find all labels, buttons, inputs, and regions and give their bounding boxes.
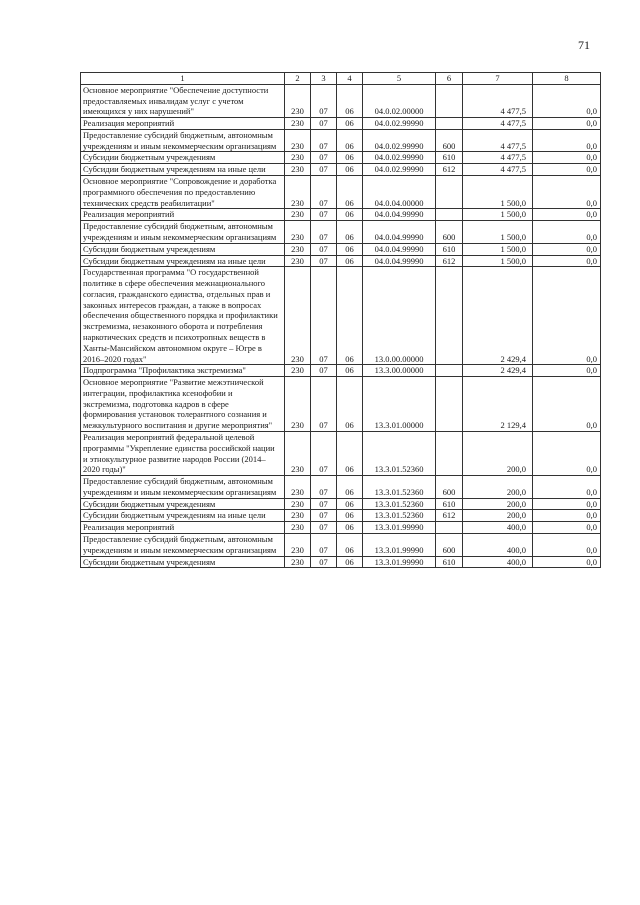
amount-change-cell: 0,0 — [533, 209, 601, 221]
amount-cell: 4 477,5 — [463, 118, 533, 130]
section-code-cell: 07 — [311, 164, 337, 176]
row-name-cell: Основное мероприятие "Развитие межэтнической интеграции, профилактика ксенофобии и экстремизма, подготовка кадров в сфере формирования установок толерантного сознания и межкультурного воспитания и другие мероприятия" — [81, 377, 285, 432]
admin-code-cell: 230 — [285, 255, 311, 267]
target-article-cell: 04.0.02.99990 — [363, 152, 436, 164]
row-name-cell: Основное мероприятие "Сопровождение и доработка программного обеспечения по предоставлению технических средств реабилитации" — [81, 176, 285, 209]
row-name-cell: Субсидии бюджетным учреждениям на иные цели — [81, 510, 285, 522]
header-cell: 4 — [337, 73, 363, 85]
expense-type-cell — [436, 118, 463, 130]
table-row — [81, 476, 601, 499]
section-code-cell: 07 — [311, 522, 337, 534]
amount-change-cell: 0,0 — [533, 255, 601, 267]
subsection-code-cell: 06 — [337, 377, 363, 432]
subsection-code-cell: 06 — [337, 534, 363, 557]
table-row — [81, 164, 601, 176]
admin-code-cell: 230 — [285, 498, 311, 510]
header-cell: 5 — [363, 73, 436, 85]
subsection-code-cell: 06 — [337, 129, 363, 152]
section-code-cell: 07 — [311, 267, 337, 365]
table-row — [81, 255, 601, 267]
target-article-cell: 04.0.02.99990 — [363, 164, 436, 176]
amount-change-cell: 0,0 — [533, 129, 601, 152]
expense-type-cell — [436, 365, 463, 377]
table-row — [81, 118, 601, 130]
section-code-cell: 07 — [311, 498, 337, 510]
amount-cell: 1 500,0 — [463, 243, 533, 255]
amount-change-cell: 0,0 — [533, 432, 601, 476]
admin-code-cell: 230 — [285, 522, 311, 534]
row-name-cell: Субсидии бюджетным учреждениям на иные цели — [81, 255, 285, 267]
row-name-cell: Субсидии бюджетным учреждениям — [81, 243, 285, 255]
header-cell: 7 — [463, 73, 533, 85]
row-name-cell: Реализация мероприятий — [81, 118, 285, 130]
table-row — [81, 209, 601, 221]
subsection-code-cell: 06 — [337, 118, 363, 130]
amount-cell: 200,0 — [463, 498, 533, 510]
admin-code-cell: 230 — [285, 365, 311, 377]
row-name-cell: Предоставление субсидий бюджетным, автономным учреждениям и иным некоммерческим организациям — [81, 129, 285, 152]
admin-code-cell: 230 — [285, 556, 311, 568]
header-cell: 8 — [533, 73, 601, 85]
target-article-cell: 04.0.04.99990 — [363, 243, 436, 255]
header-cell: 3 — [311, 73, 337, 85]
amount-cell: 400,0 — [463, 522, 533, 534]
admin-code-cell: 230 — [285, 510, 311, 522]
target-article-cell: 13.3.01.52360 — [363, 498, 436, 510]
amount-cell: 4 477,5 — [463, 129, 533, 152]
section-code-cell: 07 — [311, 476, 337, 499]
target-article-cell: 13.3.01.52360 — [363, 476, 436, 499]
expense-type-cell: 610 — [436, 498, 463, 510]
expense-type-cell: 600 — [436, 534, 463, 557]
expense-type-cell: 610 — [436, 243, 463, 255]
amount-cell: 4 477,5 — [463, 152, 533, 164]
subsection-code-cell: 06 — [337, 243, 363, 255]
subsection-code-cell: 06 — [337, 164, 363, 176]
admin-code-cell: 230 — [285, 476, 311, 499]
expense-type-cell: 600 — [436, 221, 463, 244]
subsection-code-cell: 06 — [337, 221, 363, 244]
table-row — [81, 432, 601, 476]
section-code-cell: 07 — [311, 365, 337, 377]
row-name-cell: Предоставление субсидий бюджетным, автономным учреждениям и иным некоммерческим организациям — [81, 476, 285, 499]
amount-change-cell: 0,0 — [533, 476, 601, 499]
admin-code-cell: 230 — [285, 129, 311, 152]
table-row — [81, 221, 601, 244]
section-code-cell: 07 — [311, 209, 337, 221]
table-row — [81, 522, 601, 534]
expense-type-cell: 612 — [436, 164, 463, 176]
target-article-cell: 04.0.04.00000 — [363, 176, 436, 209]
page-number: 71 — [578, 38, 590, 52]
header-cell: 1 — [81, 73, 285, 85]
expense-type-cell: 612 — [436, 510, 463, 522]
admin-code-cell: 230 — [285, 118, 311, 130]
subsection-code-cell: 06 — [337, 522, 363, 534]
subsection-code-cell: 06 — [337, 176, 363, 209]
expense-type-cell: 600 — [436, 129, 463, 152]
row-name-cell: Реализация мероприятий федеральной целевой программы "Укрепление единства российской нации и этнокультурное развитие народов России (2014–2020 годы)" — [81, 432, 285, 476]
header-cell: 6 — [436, 73, 463, 85]
amount-change-cell: 0,0 — [533, 243, 601, 255]
subsection-code-cell: 06 — [337, 476, 363, 499]
section-code-cell: 07 — [311, 556, 337, 568]
subsection-code-cell: 06 — [337, 510, 363, 522]
section-code-cell: 07 — [311, 152, 337, 164]
admin-code-cell: 230 — [285, 534, 311, 557]
target-article-cell: 13.3.01.99990 — [363, 556, 436, 568]
section-code-cell: 07 — [311, 534, 337, 557]
subsection-code-cell: 06 — [337, 556, 363, 568]
admin-code-cell: 230 — [285, 377, 311, 432]
amount-cell: 1 500,0 — [463, 209, 533, 221]
amount-change-cell: 0,0 — [533, 522, 601, 534]
admin-code-cell: 230 — [285, 176, 311, 209]
amount-cell: 400,0 — [463, 556, 533, 568]
target-article-cell: 13.3.00.00000 — [363, 365, 436, 377]
amount-cell: 200,0 — [463, 476, 533, 499]
amount-cell: 2 429,4 — [463, 365, 533, 377]
row-name-cell: Основное мероприятие "Обеспечение доступности предоставляемых инвалидам услуг с учетом имеющихся у них нарушений" — [81, 84, 285, 117]
section-code-cell: 07 — [311, 176, 337, 209]
admin-code-cell: 230 — [285, 221, 311, 244]
target-article-cell: 04.0.02.99990 — [363, 129, 436, 152]
target-article-cell: 04.0.04.99990 — [363, 209, 436, 221]
amount-cell: 400,0 — [463, 534, 533, 557]
amount-change-cell: 0,0 — [533, 498, 601, 510]
section-code-cell: 07 — [311, 255, 337, 267]
amount-change-cell: 0,0 — [533, 164, 601, 176]
subsection-code-cell: 06 — [337, 209, 363, 221]
table-row — [81, 377, 601, 432]
target-article-cell: 04.0.02.00000 — [363, 84, 436, 117]
expense-type-cell — [436, 84, 463, 117]
table-row — [81, 498, 601, 510]
section-code-cell: 07 — [311, 129, 337, 152]
table-row — [81, 510, 601, 522]
row-name-cell: Субсидии бюджетным учреждениям — [81, 498, 285, 510]
target-article-cell: 13.3.01.52360 — [363, 510, 436, 522]
admin-code-cell: 230 — [285, 164, 311, 176]
row-name-cell: Субсидии бюджетным учреждениям — [81, 152, 285, 164]
table-row — [81, 84, 601, 117]
amount-cell: 1 500,0 — [463, 221, 533, 244]
row-name-cell: Реализация мероприятий — [81, 522, 285, 534]
budget-table — [80, 72, 601, 568]
amount-change-cell: 0,0 — [533, 377, 601, 432]
amount-cell: 200,0 — [463, 432, 533, 476]
section-code-cell: 07 — [311, 432, 337, 476]
admin-code-cell: 230 — [285, 209, 311, 221]
section-code-cell: 07 — [311, 377, 337, 432]
table-row — [81, 152, 601, 164]
target-article-cell: 04.0.04.99990 — [363, 221, 436, 244]
amount-change-cell: 0,0 — [533, 152, 601, 164]
table-row — [81, 243, 601, 255]
target-article-cell: 04.0.04.99990 — [363, 255, 436, 267]
expense-type-cell: 612 — [436, 255, 463, 267]
subsection-code-cell: 06 — [337, 498, 363, 510]
amount-cell: 1 500,0 — [463, 176, 533, 209]
amount-cell: 4 477,5 — [463, 164, 533, 176]
amount-cell: 200,0 — [463, 510, 533, 522]
expense-type-cell — [436, 267, 463, 365]
row-name-cell: Реализация мероприятий — [81, 209, 285, 221]
expense-type-cell: 610 — [436, 152, 463, 164]
header-cell: 2 — [285, 73, 311, 85]
table-row — [81, 365, 601, 377]
row-name-cell: Предоставление субсидий бюджетным, автономным учреждениям и иным некоммерческим организациям — [81, 221, 285, 244]
row-name-cell: Субсидии бюджетным учреждениям на иные цели — [81, 164, 285, 176]
amount-change-cell: 0,0 — [533, 534, 601, 557]
expense-type-cell: 600 — [436, 476, 463, 499]
section-code-cell: 07 — [311, 118, 337, 130]
target-article-cell: 04.0.02.99990 — [363, 118, 436, 130]
expense-type-cell — [436, 432, 463, 476]
admin-code-cell: 230 — [285, 432, 311, 476]
row-name-cell: Субсидии бюджетным учреждениям — [81, 556, 285, 568]
row-name-cell: Предоставление субсидий бюджетным, автономным учреждениям и иным некоммерческим организациям — [81, 534, 285, 557]
amount-cell: 1 500,0 — [463, 255, 533, 267]
admin-code-cell: 230 — [285, 84, 311, 117]
section-code-cell: 07 — [311, 221, 337, 244]
table-row — [81, 267, 601, 365]
table-header-row — [81, 73, 601, 85]
table-row — [81, 556, 601, 568]
amount-cell: 4 477,5 — [463, 84, 533, 117]
row-name-cell: Подпрограмма "Профилактика экстремизма" — [81, 365, 285, 377]
expense-type-cell — [436, 377, 463, 432]
admin-code-cell: 230 — [285, 152, 311, 164]
admin-code-cell: 230 — [285, 267, 311, 365]
section-code-cell: 07 — [311, 84, 337, 117]
amount-change-cell: 0,0 — [533, 118, 601, 130]
subsection-code-cell: 06 — [337, 432, 363, 476]
amount-change-cell: 0,0 — [533, 365, 601, 377]
amount-change-cell: 0,0 — [533, 84, 601, 117]
section-code-cell: 07 — [311, 243, 337, 255]
amount-cell: 2 129,4 — [463, 377, 533, 432]
section-code-cell: 07 — [311, 510, 337, 522]
expense-type-cell — [436, 176, 463, 209]
expense-type-cell — [436, 209, 463, 221]
subsection-code-cell: 06 — [337, 267, 363, 365]
admin-code-cell: 230 — [285, 243, 311, 255]
target-article-cell: 13.0.00.00000 — [363, 267, 436, 365]
table-row — [81, 129, 601, 152]
target-article-cell: 13.3.01.00000 — [363, 377, 436, 432]
expense-type-cell — [436, 522, 463, 534]
expense-type-cell: 610 — [436, 556, 463, 568]
amount-change-cell: 0,0 — [533, 556, 601, 568]
table-row — [81, 176, 601, 209]
amount-cell: 2 429,4 — [463, 267, 533, 365]
target-article-cell: 13.3.01.99990 — [363, 534, 436, 557]
row-name-cell: Государственная программа "О государственной политике в сфере обеспечения межнационального согласия, гражданского единства, отдельных прав и законных интересов граждан, а также в вопросах обеспечения общественного порядка и профилактики экстремизма, незаконного оборота и потребления наркотических средств и психотропных веществ в Ханты-Мансийском автономном округе – Югре в 2016–2020 годах" — [81, 267, 285, 365]
subsection-code-cell: 06 — [337, 152, 363, 164]
target-article-cell: 13.3.01.52360 — [363, 432, 436, 476]
amount-change-cell: 0,0 — [533, 221, 601, 244]
target-article-cell: 13.3.01.99990 — [363, 522, 436, 534]
amount-change-cell: 0,0 — [533, 510, 601, 522]
subsection-code-cell: 06 — [337, 84, 363, 117]
amount-change-cell: 0,0 — [533, 176, 601, 209]
subsection-code-cell: 06 — [337, 365, 363, 377]
amount-change-cell: 0,0 — [533, 267, 601, 365]
table-row — [81, 534, 601, 557]
subsection-code-cell: 06 — [337, 255, 363, 267]
